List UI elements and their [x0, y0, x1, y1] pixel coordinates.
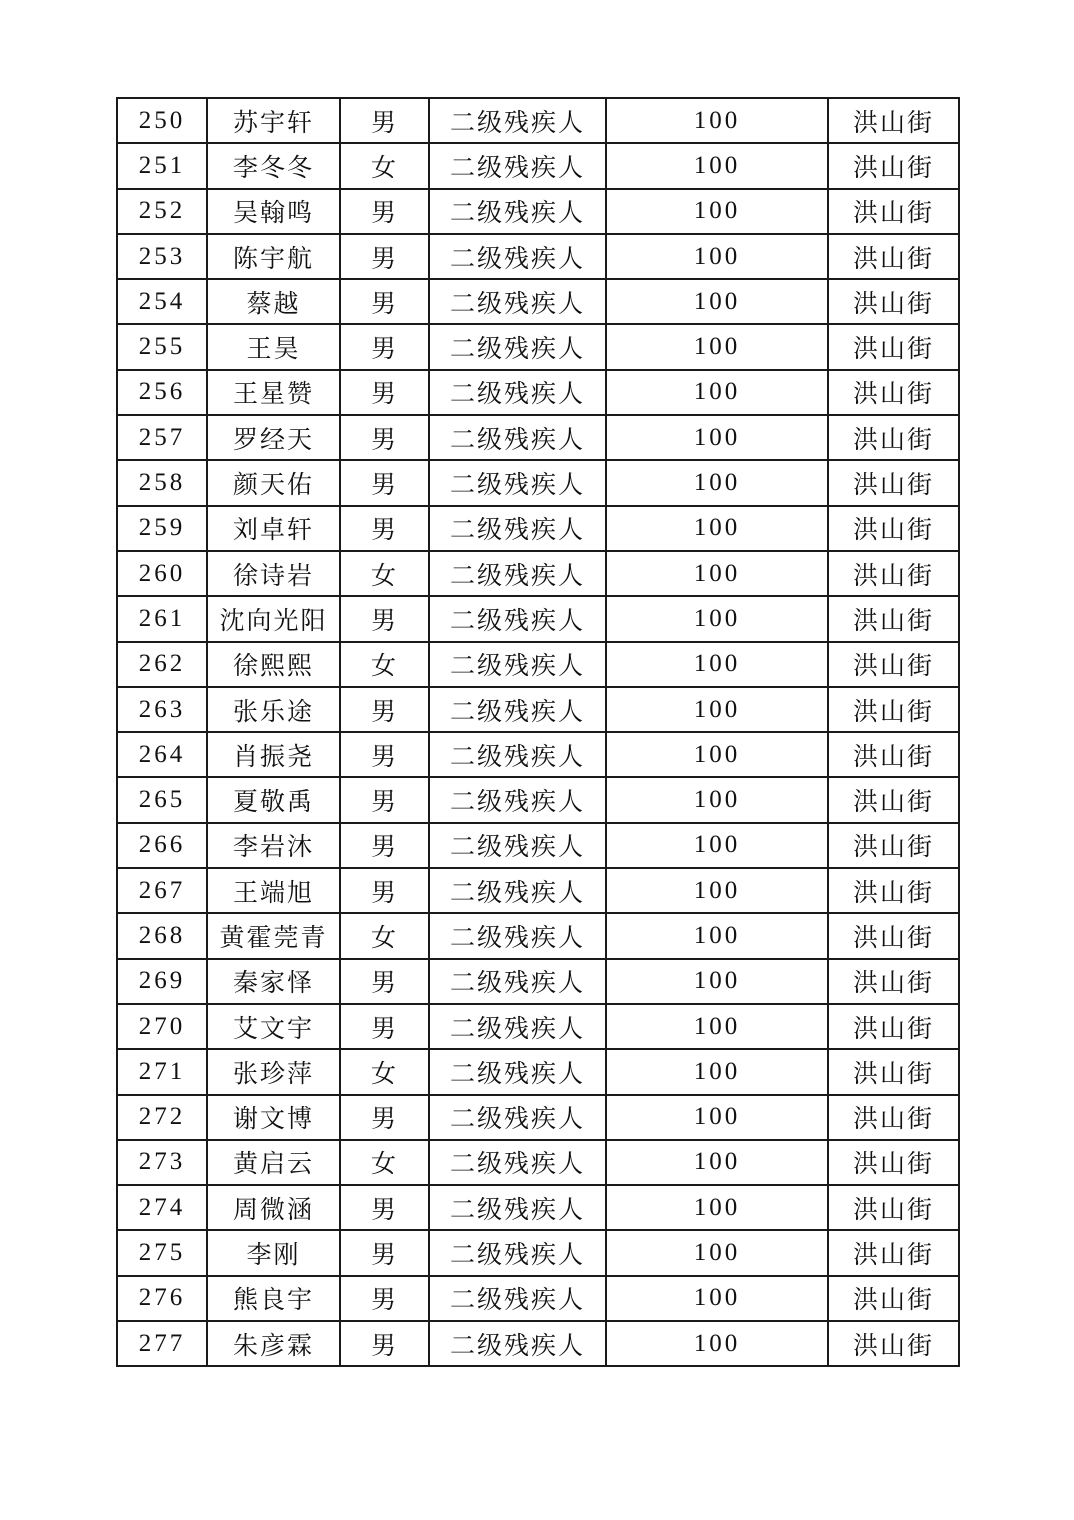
- table-row: [117, 596, 959, 641]
- name-cell: 苏宇轩: [207, 98, 340, 143]
- street-cell: 洪山街: [828, 1321, 959, 1366]
- disability-category-cell: 二级残疾人: [429, 868, 606, 913]
- disability-category-cell: 二级残疾人: [429, 1276, 606, 1321]
- amount-cell: 100: [606, 687, 828, 732]
- name-cell: 李岩沐: [207, 823, 340, 868]
- disability-category-cell: 二级残疾人: [429, 1321, 606, 1366]
- disability-category-cell: 二级残疾人: [429, 777, 606, 822]
- gender-cell: 女: [340, 642, 429, 687]
- street-cell: 洪山街: [828, 1049, 959, 1094]
- gender-cell: 男: [340, 506, 429, 551]
- amount-cell: 100: [606, 324, 828, 369]
- serial-number-cell: 258: [117, 460, 207, 505]
- name-cell: 肖振尧: [207, 732, 340, 777]
- disability-category-cell: 二级残疾人: [429, 1095, 606, 1140]
- amount-cell: 100: [606, 596, 828, 641]
- serial-number-cell: 262: [117, 642, 207, 687]
- gender-cell: 女: [340, 913, 429, 958]
- table-row: [117, 506, 959, 551]
- table-row: [117, 1276, 959, 1321]
- table-row: [117, 1185, 959, 1230]
- disability-category-cell: 二级残疾人: [429, 460, 606, 505]
- amount-cell: 100: [606, 959, 828, 1004]
- name-cell: 秦家怿: [207, 959, 340, 1004]
- name-cell: 黄霍莞青: [207, 913, 340, 958]
- street-cell: 洪山街: [828, 324, 959, 369]
- name-cell: 谢文博: [207, 1095, 340, 1140]
- gender-cell: 男: [340, 234, 429, 279]
- serial-number-cell: 253: [117, 234, 207, 279]
- name-cell: 徐诗岩: [207, 551, 340, 596]
- amount-cell: 100: [606, 370, 828, 415]
- amount-cell: 100: [606, 642, 828, 687]
- disability-category-cell: 二级残疾人: [429, 1185, 606, 1230]
- table-row: [117, 370, 959, 415]
- table-row: [117, 959, 959, 1004]
- street-cell: 洪山街: [828, 687, 959, 732]
- amount-cell: 100: [606, 777, 828, 822]
- serial-number-cell: 270: [117, 1004, 207, 1049]
- serial-number-cell: 272: [117, 1095, 207, 1140]
- serial-number-cell: 265: [117, 777, 207, 822]
- name-cell: 张乐途: [207, 687, 340, 732]
- street-cell: 洪山街: [828, 1185, 959, 1230]
- serial-number-cell: 263: [117, 687, 207, 732]
- disability-category-cell: 二级残疾人: [429, 143, 606, 188]
- name-cell: 周微涵: [207, 1185, 340, 1230]
- street-cell: 洪山街: [828, 370, 959, 415]
- table-row: [117, 279, 959, 324]
- name-cell: 罗经天: [207, 415, 340, 460]
- gender-cell: 女: [340, 1049, 429, 1094]
- gender-cell: 女: [340, 551, 429, 596]
- disability-category-cell: 二级残疾人: [429, 959, 606, 1004]
- amount-cell: 100: [606, 1185, 828, 1230]
- disability-category-cell: 二级残疾人: [429, 98, 606, 143]
- serial-number-cell: 260: [117, 551, 207, 596]
- gender-cell: 男: [340, 1095, 429, 1140]
- gender-cell: 男: [340, 1276, 429, 1321]
- amount-cell: 100: [606, 506, 828, 551]
- name-cell: 王星赞: [207, 370, 340, 415]
- amount-cell: 100: [606, 98, 828, 143]
- disability-category-cell: 二级残疾人: [429, 1230, 606, 1275]
- serial-number-cell: 273: [117, 1140, 207, 1185]
- name-cell: 陈宇航: [207, 234, 340, 279]
- name-cell: 张珍萍: [207, 1049, 340, 1094]
- gender-cell: 男: [340, 1321, 429, 1366]
- gender-cell: 男: [340, 1230, 429, 1275]
- amount-cell: 100: [606, 1095, 828, 1140]
- table-row: [117, 324, 959, 369]
- serial-number-cell: 259: [117, 506, 207, 551]
- name-cell: 夏敬禹: [207, 777, 340, 822]
- table-row: [117, 1321, 959, 1366]
- serial-number-cell: 261: [117, 596, 207, 641]
- amount-cell: 100: [606, 1049, 828, 1094]
- table-row: [117, 415, 959, 460]
- name-cell: 李冬冬: [207, 143, 340, 188]
- serial-number-cell: 276: [117, 1276, 207, 1321]
- amount-cell: 100: [606, 234, 828, 279]
- amount-cell: 100: [606, 143, 828, 188]
- name-cell: 熊良宇: [207, 1276, 340, 1321]
- table-row: [117, 642, 959, 687]
- disability-category-cell: 二级残疾人: [429, 324, 606, 369]
- amount-cell: 100: [606, 279, 828, 324]
- street-cell: 洪山街: [828, 868, 959, 913]
- disability-category-cell: 二级残疾人: [429, 279, 606, 324]
- gender-cell: 女: [340, 143, 429, 188]
- recipient-table-body: [117, 98, 959, 1366]
- disability-category-cell: 二级残疾人: [429, 370, 606, 415]
- serial-number-cell: 274: [117, 1185, 207, 1230]
- serial-number-cell: 269: [117, 959, 207, 1004]
- table-row: [117, 823, 959, 868]
- table-row: [117, 1004, 959, 1049]
- amount-cell: 100: [606, 1004, 828, 1049]
- gender-cell: 女: [340, 1140, 429, 1185]
- gender-cell: 男: [340, 823, 429, 868]
- street-cell: 洪山街: [828, 506, 959, 551]
- name-cell: 蔡越: [207, 279, 340, 324]
- serial-number-cell: 275: [117, 1230, 207, 1275]
- amount-cell: 100: [606, 732, 828, 777]
- serial-number-cell: 277: [117, 1321, 207, 1366]
- disability-category-cell: 二级残疾人: [429, 415, 606, 460]
- gender-cell: 男: [340, 777, 429, 822]
- disability-category-cell: 二级残疾人: [429, 506, 606, 551]
- table-row: [117, 551, 959, 596]
- disability-category-cell: 二级残疾人: [429, 642, 606, 687]
- name-cell: 颜天佑: [207, 460, 340, 505]
- disability-category-cell: 二级残疾人: [429, 732, 606, 777]
- gender-cell: 男: [340, 324, 429, 369]
- serial-number-cell: 256: [117, 370, 207, 415]
- name-cell: 朱彦霖: [207, 1321, 340, 1366]
- street-cell: 洪山街: [828, 1230, 959, 1275]
- table-row: [117, 1230, 959, 1275]
- amount-cell: 100: [606, 1276, 828, 1321]
- disability-category-cell: 二级残疾人: [429, 1004, 606, 1049]
- serial-number-cell: 255: [117, 324, 207, 369]
- table-row: [117, 1049, 959, 1094]
- gender-cell: 男: [340, 415, 429, 460]
- gender-cell: 男: [340, 370, 429, 415]
- street-cell: 洪山街: [828, 823, 959, 868]
- street-cell: 洪山街: [828, 1140, 959, 1185]
- serial-number-cell: 254: [117, 279, 207, 324]
- gender-cell: 男: [340, 687, 429, 732]
- gender-cell: 男: [340, 732, 429, 777]
- disability-category-cell: 二级残疾人: [429, 687, 606, 732]
- disability-category-cell: 二级残疾人: [429, 234, 606, 279]
- amount-cell: 100: [606, 1140, 828, 1185]
- table-row: [117, 687, 959, 732]
- street-cell: 洪山街: [828, 189, 959, 234]
- table-row: [117, 732, 959, 777]
- street-cell: 洪山街: [828, 913, 959, 958]
- street-cell: 洪山街: [828, 143, 959, 188]
- disability-category-cell: 二级残疾人: [429, 551, 606, 596]
- table-row: [117, 868, 959, 913]
- disability-category-cell: 二级残疾人: [429, 1140, 606, 1185]
- serial-number-cell: 271: [117, 1049, 207, 1094]
- amount-cell: 100: [606, 551, 828, 596]
- table-row: [117, 189, 959, 234]
- name-cell: 徐熙熙: [207, 642, 340, 687]
- gender-cell: 男: [340, 279, 429, 324]
- serial-number-cell: 257: [117, 415, 207, 460]
- disability-category-cell: 二级残疾人: [429, 596, 606, 641]
- street-cell: 洪山街: [828, 596, 959, 641]
- amount-cell: 100: [606, 1321, 828, 1366]
- street-cell: 洪山街: [828, 777, 959, 822]
- table-row: [117, 777, 959, 822]
- gender-cell: 男: [340, 596, 429, 641]
- amount-cell: 100: [606, 868, 828, 913]
- street-cell: 洪山街: [828, 642, 959, 687]
- street-cell: 洪山街: [828, 551, 959, 596]
- name-cell: 黄启云: [207, 1140, 340, 1185]
- name-cell: 沈向光阳: [207, 596, 340, 641]
- table-row: [117, 98, 959, 143]
- table-row: [117, 143, 959, 188]
- table-row: [117, 460, 959, 505]
- name-cell: 刘卓轩: [207, 506, 340, 551]
- name-cell: 王昊: [207, 324, 340, 369]
- recipient-table: [116, 97, 960, 1367]
- street-cell: 洪山街: [828, 1095, 959, 1140]
- gender-cell: 男: [340, 189, 429, 234]
- table-row: [117, 913, 959, 958]
- street-cell: 洪山街: [828, 959, 959, 1004]
- amount-cell: 100: [606, 913, 828, 958]
- street-cell: 洪山街: [828, 415, 959, 460]
- gender-cell: 男: [340, 1185, 429, 1230]
- serial-number-cell: 250: [117, 98, 207, 143]
- name-cell: 吴翰鸣: [207, 189, 340, 234]
- disability-category-cell: 二级残疾人: [429, 1049, 606, 1094]
- street-cell: 洪山街: [828, 1004, 959, 1049]
- table-row: [117, 1140, 959, 1185]
- street-cell: 洪山街: [828, 732, 959, 777]
- serial-number-cell: 267: [117, 868, 207, 913]
- street-cell: 洪山街: [828, 1276, 959, 1321]
- amount-cell: 100: [606, 1230, 828, 1275]
- gender-cell: 男: [340, 98, 429, 143]
- disability-category-cell: 二级残疾人: [429, 823, 606, 868]
- serial-number-cell: 268: [117, 913, 207, 958]
- serial-number-cell: 252: [117, 189, 207, 234]
- gender-cell: 男: [340, 959, 429, 1004]
- disability-category-cell: 二级残疾人: [429, 189, 606, 234]
- name-cell: 艾文宇: [207, 1004, 340, 1049]
- table-row: [117, 1095, 959, 1140]
- gender-cell: 男: [340, 868, 429, 913]
- table-row: [117, 234, 959, 279]
- serial-number-cell: 266: [117, 823, 207, 868]
- disability-category-cell: 二级残疾人: [429, 913, 606, 958]
- name-cell: 李刚: [207, 1230, 340, 1275]
- street-cell: 洪山街: [828, 98, 959, 143]
- name-cell: 王端旭: [207, 868, 340, 913]
- street-cell: 洪山街: [828, 460, 959, 505]
- gender-cell: 男: [340, 460, 429, 505]
- serial-number-cell: 251: [117, 143, 207, 188]
- amount-cell: 100: [606, 189, 828, 234]
- street-cell: 洪山街: [828, 279, 959, 324]
- gender-cell: 男: [340, 1004, 429, 1049]
- amount-cell: 100: [606, 415, 828, 460]
- amount-cell: 100: [606, 460, 828, 505]
- serial-number-cell: 264: [117, 732, 207, 777]
- street-cell: 洪山街: [828, 234, 959, 279]
- amount-cell: 100: [606, 823, 828, 868]
